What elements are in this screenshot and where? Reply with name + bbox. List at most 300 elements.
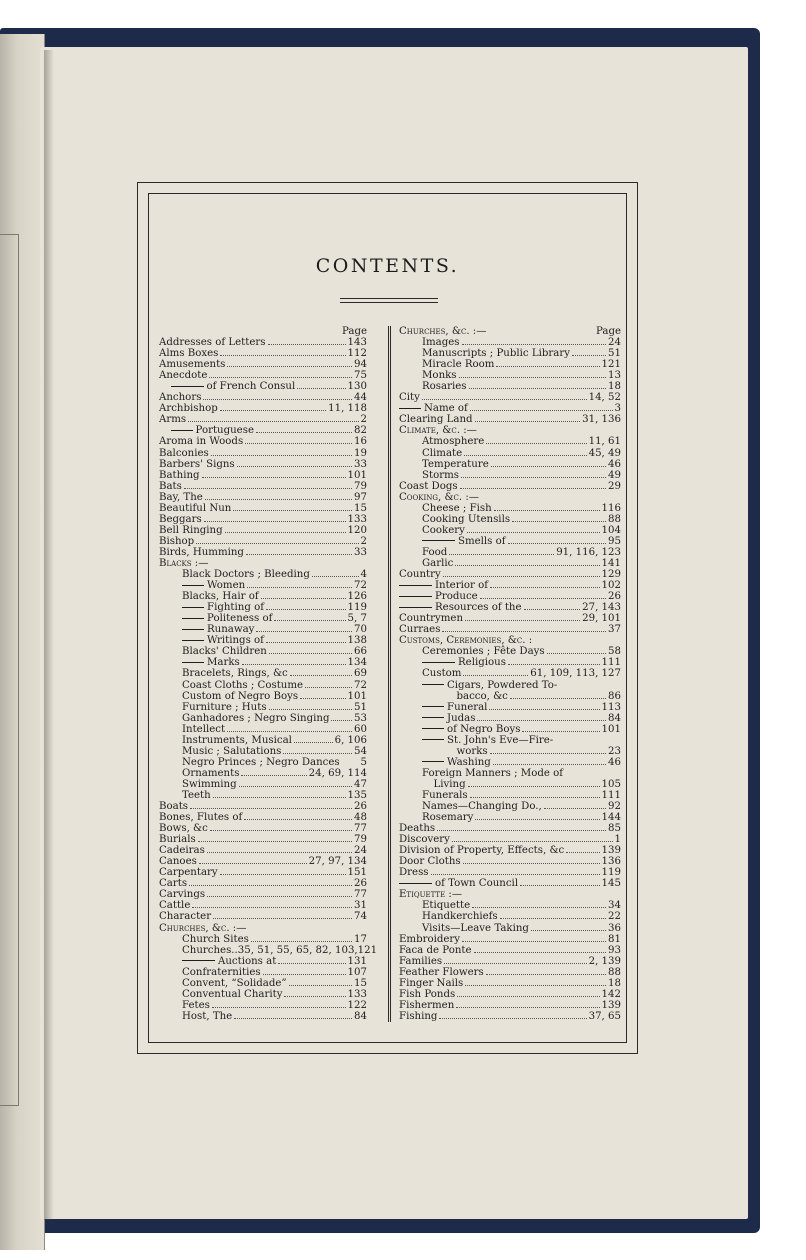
entry-label [159,834,196,845]
page-number: 72 [354,679,367,691]
entry-label [182,1000,210,1011]
entry-text: Cooking Utensils [422,513,511,525]
entry-label [422,359,494,370]
dot-leader [462,338,606,345]
ditto-dash [422,706,444,707]
entry-text: Blacks :— [159,557,209,569]
index-entry [399,348,621,359]
entry-label [399,1011,437,1022]
entry-label [422,536,506,547]
dot-leader [188,415,358,422]
dot-leader [246,548,352,555]
entry-text: Images [422,337,460,349]
entry-text: Balconies [159,447,209,459]
dot-leader [227,360,352,367]
entry-text: of Town Council [435,878,519,890]
entry-text: Finger Nails [399,977,464,989]
page-number: 44 [354,392,367,404]
page-number: 88 [608,966,621,978]
index-entry [159,414,367,425]
entry-text: Discovery [399,834,450,846]
index-entry [399,779,621,790]
entry-label [422,525,465,536]
entry-text: Interior of [435,580,488,592]
dot-leader [496,360,599,367]
index-entry [159,978,367,989]
ditto-dash [182,960,215,961]
entry-label [182,724,225,735]
entry-text: Dress [399,867,429,879]
dot-leader [269,647,352,654]
index-entry [399,856,621,867]
entry-text: Funerals [422,789,468,801]
entry-text: Visits—Leave Taking [422,922,529,934]
entry-text: Addresses of Letters [159,337,266,349]
page-number: 121 [357,944,378,956]
entry-text: Politeness of [207,613,273,625]
index-entry [399,911,621,922]
entry-text: of French Consul [206,381,296,393]
entry-label [182,934,249,945]
entry-label [399,613,463,624]
entry-text: Instruments, Musical [182,734,292,746]
entry-label [159,337,266,348]
dot-leader [491,460,606,467]
index-entry [159,812,367,823]
page-number: 5 [360,756,367,768]
index-entry [399,414,621,425]
page-number: 136 [601,856,621,868]
page-number: 88 [608,513,621,525]
index-entry [159,425,367,436]
entry-label [159,514,202,525]
index-entry [159,989,367,1000]
dot-leader [439,1012,586,1019]
entry-label [159,536,194,547]
entry-text: Judas [447,712,476,724]
index-entry [159,724,367,735]
page-number: 70 [354,624,367,636]
dot-leader [443,570,600,577]
entry-text: Carpentary [159,867,218,879]
dot-leader [268,338,346,345]
entry-text: Barbers' Signs [159,458,235,470]
ditto-dash [422,540,455,541]
page-number: 24 [608,337,621,349]
dot-leader [486,968,606,975]
index-entry [159,668,367,679]
page-number: 58 [608,646,621,658]
dot-leader [189,879,352,886]
page-number: 122 [347,999,367,1011]
index-entry [159,944,378,956]
entry-label [422,657,506,668]
entry-label [182,779,237,790]
title-rule-top [340,298,438,299]
entry-label [182,746,281,757]
entry-text: Fishing [399,1010,438,1022]
entry-text: Door Cloths [399,856,461,868]
page-number: 31 [354,900,367,912]
index-entry [399,381,621,392]
ditto-dash [422,662,455,663]
entry-label [399,967,484,978]
dot-leader [274,614,345,621]
index-entry [399,392,621,403]
entry-label [422,680,557,691]
page-number: 54 [354,745,367,757]
entry-label [422,503,492,514]
entry-label [422,370,457,381]
entry-label [457,691,508,702]
entry-label [182,591,259,602]
page-number: 45, 49 [588,447,621,459]
entry-text: works [456,745,488,757]
dot-leader [227,725,352,732]
dot-leader [192,901,352,908]
page-number: 151 [347,867,367,879]
page-number: 102 [601,580,621,592]
index-entry [399,713,621,724]
left-page-edge [0,34,45,1250]
entry-label [422,668,461,679]
entry-text: Custom of Negro Boys [182,690,299,702]
ditto-dash [422,684,444,685]
page-number: 119 [347,602,367,614]
index-entry [399,613,621,624]
entry-label [422,768,563,779]
index-entry [159,823,367,834]
entry-label [182,735,292,746]
dot-leader [198,835,352,842]
page-number: 72 [354,580,367,592]
dot-leader [263,968,346,975]
index-entry [399,735,621,746]
index-entry [159,911,367,922]
section-heading [399,635,621,646]
ditto-dash [422,717,444,718]
entry-text: Division of Property, Effects, &c [399,845,565,857]
index-entry [399,436,621,447]
page-number: 105 [601,778,621,790]
entry-label [182,668,288,679]
entry-text: Miracle Room [422,359,495,371]
index-entry [159,845,367,856]
page-number: 101 [347,469,367,481]
entry-text: Temperature [422,458,489,470]
index-entry [159,1011,367,1022]
index-entry [159,337,367,348]
dot-leader [460,482,606,489]
entry-label [399,978,463,989]
dot-leader [213,791,346,798]
page-number: 116 [601,502,621,514]
entry-text: Bows, &c [159,823,208,835]
section-heading [399,492,621,503]
entry-text: Alms Boxes [159,348,219,360]
index-entry [159,459,367,470]
page-title: CONTENTS. [315,255,460,277]
ditto-dash [399,408,421,409]
page-number: 3 [614,403,621,415]
index-entry [159,348,367,359]
entry-text: Ceremonies ; Fête Days [422,646,545,658]
dot-leader [256,625,352,632]
dot-leader [203,393,352,400]
dot-leader [213,912,352,919]
entry-text: Furniture ; Huts [182,701,267,713]
entry-label [399,845,564,856]
left-column [159,326,378,1022]
dot-leader [244,813,352,820]
entry-text: Customs, Ceremonies, &c. : [399,635,533,647]
dot-leader [490,747,606,754]
index-entry [159,602,367,613]
dot-leader [444,957,586,964]
page-number: 113 [601,701,621,713]
entry-label [182,945,358,956]
entry-label [159,878,187,889]
index-entry [159,525,367,536]
dot-leader [256,426,352,433]
ditto-dash [182,585,204,586]
ditto-dash [182,618,204,619]
index-entry [159,900,367,911]
entry-label [399,878,518,889]
dot-leader [455,559,599,566]
index-entry [159,657,367,668]
dot-leader [566,846,599,853]
dot-leader [225,526,346,533]
page-label: Page [595,326,621,337]
dot-leader [210,824,352,831]
entry-text: Name of [424,403,468,415]
dot-leader [461,471,606,478]
index-entry [399,967,621,978]
index-entry [399,591,621,602]
entry-text: Bracelets, Rings, &c [182,668,288,680]
dot-leader [486,437,586,444]
entry-label [182,702,267,713]
page-number: 81 [608,933,621,945]
dot-leader [512,515,606,522]
page-number: 66 [354,646,367,658]
page-number: 77 [354,889,367,901]
dot-leader [300,692,345,699]
dot-leader [437,824,606,831]
page-number: 101 [347,690,367,702]
index-entry [399,757,621,768]
entry-label [422,381,467,392]
entry-text: Cigars, Powdered To- [447,679,558,691]
index-entry [159,746,367,757]
entry-text: Cadeiras [159,845,205,857]
index-entry [159,878,367,889]
entry-text: Bathing [159,469,200,481]
entry-label [182,790,211,801]
entry-label [422,801,542,812]
entry-text: Climate, &c. :— [399,425,477,437]
page-number: 36 [608,922,621,934]
entry-label [159,547,244,558]
page-number: 33 [354,546,367,558]
entry-text: Deaths [399,823,436,835]
entry-text: Country [399,569,441,581]
entry-label [182,768,239,779]
index-entry [159,702,367,713]
entry-text: Funeral [447,701,488,713]
dot-leader [190,802,352,809]
entry-text: Fetes [182,999,210,1011]
entry-text: of Negro Boys [447,723,521,735]
entry-label [399,569,441,580]
page-label: Page [341,326,367,337]
title-rule-bottom [340,302,438,303]
entry-text: Arms [159,414,187,426]
index-entry [159,779,367,790]
index-entry [399,823,621,834]
entry-text: Food [422,546,448,558]
index-entry [159,934,367,945]
index-entry [159,967,367,978]
entry-text: Smells of [458,535,506,547]
entry-text: Ganhadores ; Negro Singing [182,712,330,724]
dot-leader [199,857,307,864]
entry-label [159,370,207,381]
entry-text: Black Doctors ; Bleeding [182,569,310,581]
dot-leader [547,647,606,654]
page-number: 104 [601,524,621,536]
page-number: 14, 52 [588,392,621,404]
page-number: 18 [608,977,621,989]
section-heading: Churches, &c. :— [399,326,487,337]
entry-label [159,448,209,459]
entry-text: Religious [458,657,506,669]
entry-label [399,989,455,1000]
entry-text: Coast Dogs [399,480,458,492]
entry-label [399,945,472,956]
page-number: 18 [608,381,621,393]
entry-label [422,337,460,348]
page-number: 37, 65 [588,1010,621,1022]
entry-text: Clearing Land [399,414,473,426]
entry-text: Coast Cloths ; Costume [182,679,304,691]
page-number: 51 [354,701,367,713]
entry-label [182,713,329,724]
index-entry [159,470,367,481]
index-entry [399,536,621,547]
dot-leader [202,471,346,478]
entry-label [399,481,458,492]
gutter-shadow [44,50,54,1220]
index-entry [399,790,621,801]
dot-leader [493,758,606,765]
ditto-dash [399,585,432,586]
dot-leader [211,449,352,456]
page-number: 15 [354,977,367,989]
index-entry [159,359,367,370]
dot-leader [233,504,352,511]
entry-text: Garlic [422,557,454,569]
entry-label [399,403,468,414]
entry-text: Confraternities [182,966,261,978]
dot-leader [472,901,606,908]
entry-label [422,470,459,481]
index-entry [399,569,621,580]
entry-text: Portuguese [195,425,254,437]
entry-label [159,503,231,514]
entry-text: Canoes [159,856,197,868]
entry-label [399,867,429,878]
entry-label [399,635,532,646]
page-number: 24 [354,845,367,857]
page-number: 4 [360,569,367,581]
dot-leader [508,537,606,544]
page-number: 37 [608,624,621,636]
entry-text: City [399,392,420,404]
index-entry [399,1011,621,1022]
entry-text: Swimming [182,778,237,790]
page-number: 5, 7 [347,613,367,625]
entry-label [399,934,460,945]
page-number: 51 [608,348,621,360]
dot-leader [237,460,352,467]
page-number: 101 [601,723,621,735]
index-entry [399,945,621,956]
dot-leader [305,681,352,688]
entry-text: Archbishop [159,403,218,415]
page-number: 95 [608,535,621,547]
entry-text: Curraes [399,624,441,636]
entry-text: Handkerchiefs [422,911,498,923]
page-number: 2 [360,414,367,426]
dot-leader [463,669,528,676]
page-number: 97 [354,491,367,503]
left-page-frame [0,234,19,1106]
index-entry [399,624,621,635]
entry-label [159,845,205,856]
entry-label [399,834,450,845]
entry-label [182,956,276,967]
dot-leader [331,714,352,721]
page-number: 26 [354,878,367,890]
page-number: 31, 136 [582,414,621,426]
entry-text: Anchors [159,392,202,404]
index-entry [399,580,621,591]
dot-leader [500,912,606,919]
entry-label [422,702,487,713]
entry-label [182,613,272,624]
entry-label [422,790,468,801]
page-number: 93 [608,944,621,956]
page-number: 74 [354,911,367,923]
entry-label [182,602,264,613]
dot-leader [209,371,352,378]
entry-text: Negro Princes ; Negro Dances [182,756,340,768]
entry-label [159,812,242,823]
index-entry [399,956,621,967]
entry-text: Runaway [207,624,255,636]
page-number: 24, 69, 114 [308,767,367,779]
dot-leader [266,603,346,610]
entry-label [422,448,462,459]
entry-text: Marks [207,657,240,669]
index-entry [399,746,621,757]
index-entry [399,878,621,889]
index-entry [159,867,367,878]
page-number: 16 [354,436,367,448]
dot-leader [464,449,586,456]
